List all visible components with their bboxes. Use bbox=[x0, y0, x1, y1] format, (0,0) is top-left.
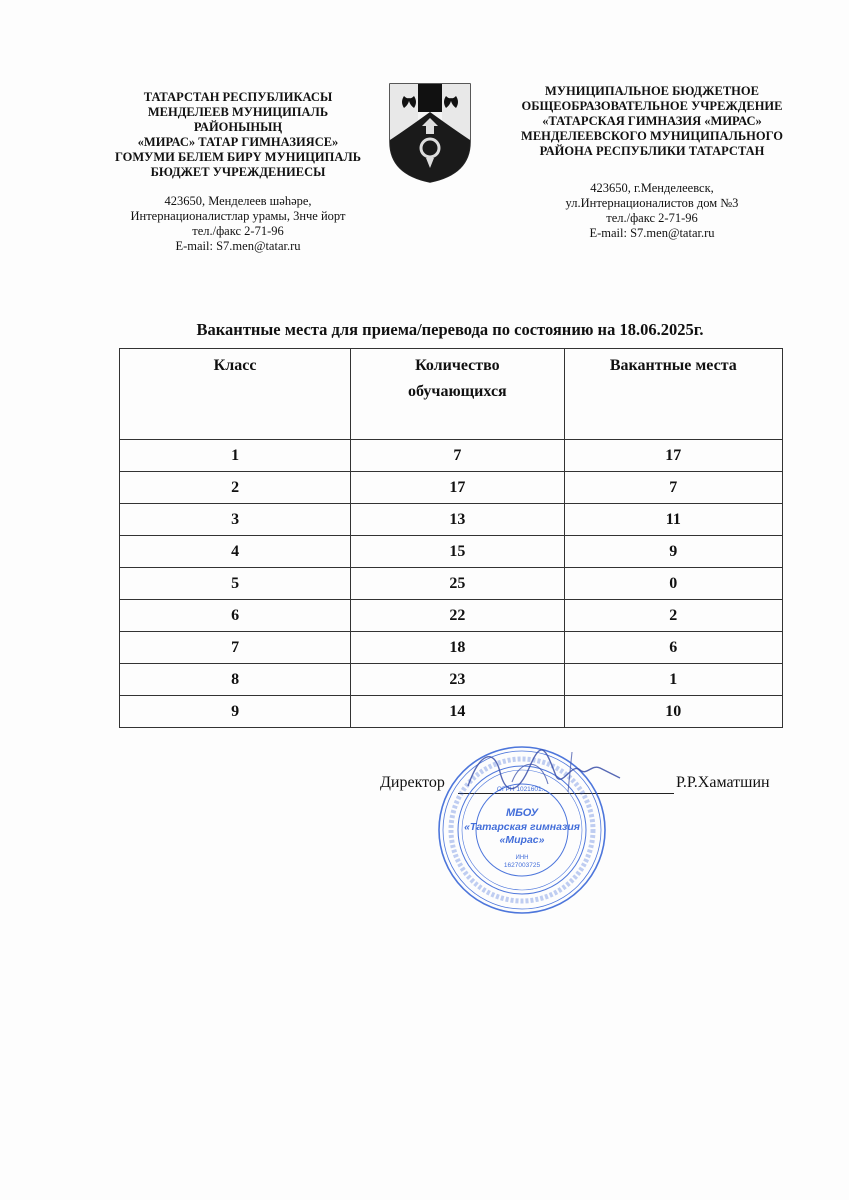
org-line: ГОМУМИ БЕЛЕМ БИРҮ МУНИЦИПАЛЬ bbox=[115, 150, 361, 164]
cell-class: 9 bbox=[120, 696, 351, 728]
table-row bbox=[120, 440, 783, 472]
org-line: РАЙОНЫНЫҢ bbox=[193, 120, 283, 134]
cell-class: 6 bbox=[120, 600, 351, 632]
cell-students: 23 bbox=[351, 664, 564, 696]
org-line: ОБЩЕОБРАЗОВАТЕЛЬНОЕ УЧРЕЖДЕНИЕ bbox=[521, 99, 783, 113]
org-line: МЕНДЕЛЕЕВ МУНИЦИПАЛЬ bbox=[147, 105, 329, 119]
address-line: 423650, г.Менделеевск, bbox=[590, 181, 714, 195]
org-line: «ТАТАРСКАЯ ГИМНАЗИЯ «МИРАС» bbox=[542, 114, 762, 128]
org-name-russian bbox=[492, 84, 812, 159]
cell-students: 15 bbox=[351, 536, 564, 568]
phone-line: тел./факс 2-71-96 bbox=[192, 224, 284, 238]
cell-vacancies: 11 bbox=[564, 504, 782, 536]
cell-class: 4 bbox=[120, 536, 351, 568]
table-row bbox=[120, 664, 783, 696]
cell-vacancies: 0 bbox=[564, 568, 782, 600]
header-left-tatar bbox=[88, 90, 388, 254]
org-line: «МИРАС» ТАТАР ГИМНАЗИЯСЕ» bbox=[137, 135, 339, 149]
vacancies-table bbox=[119, 348, 783, 728]
cell-students: 18 bbox=[351, 632, 564, 664]
table-row bbox=[120, 472, 783, 504]
org-line: МУНИЦИПАЛЬНОЕ БЮДЖЕТНОЕ bbox=[545, 84, 759, 98]
table-row bbox=[120, 632, 783, 664]
document-title: Вакантные места для приема/перевода по состоянию на 18.06.2025г. bbox=[196, 320, 704, 339]
column-header-vacancies: Вакантные места bbox=[564, 349, 782, 440]
table-row bbox=[120, 504, 783, 536]
cell-students: 17 bbox=[351, 472, 564, 504]
table-row bbox=[120, 600, 783, 632]
cell-students: 13 bbox=[351, 504, 564, 536]
cell-vacancies: 9 bbox=[564, 536, 782, 568]
handwritten-signature-icon bbox=[460, 742, 630, 802]
table-row bbox=[120, 536, 783, 568]
cell-students: 7 bbox=[351, 440, 564, 472]
address-tatar bbox=[88, 194, 388, 254]
cell-vacancies: 10 bbox=[564, 696, 782, 728]
email-line: E-mail: S7.men@tatar.ru bbox=[175, 239, 301, 253]
email-line: E-mail: S7.men@tatar.ru bbox=[589, 226, 715, 240]
cell-vacancies: 1 bbox=[564, 664, 782, 696]
address-line: Интернационалистлар урамы, 3нче йорт bbox=[130, 209, 346, 223]
column-header-students bbox=[351, 349, 564, 440]
seal-ogrn: ОГРН 1021601... bbox=[496, 786, 548, 793]
header-line: Количество bbox=[415, 357, 500, 374]
table-header-row bbox=[120, 349, 783, 440]
cell-class: 5 bbox=[120, 568, 351, 600]
cell-vacancies: 6 bbox=[564, 632, 782, 664]
seal-line: «Мирас» bbox=[499, 834, 545, 846]
org-line: РАЙОНА РЕСПУБЛИКИ ТАТАРСТАН bbox=[539, 144, 765, 158]
header-right-russian bbox=[492, 84, 812, 241]
org-name-tatar bbox=[88, 90, 388, 180]
cell-vacancies: 17 bbox=[564, 440, 782, 472]
cell-vacancies: 2 bbox=[564, 600, 782, 632]
seal-inn: 1627003725 bbox=[503, 862, 541, 869]
cell-class: 7 bbox=[120, 632, 351, 664]
cell-vacancies: 7 bbox=[564, 472, 782, 504]
table-row bbox=[120, 568, 783, 600]
seal-inn-label: ИНН bbox=[515, 855, 529, 861]
table-row bbox=[120, 696, 783, 728]
phone-line: тел./факс 2-71-96 bbox=[606, 211, 698, 225]
column-header-class: Класс bbox=[120, 349, 351, 440]
org-line: ТАТАРСТАН РЕСПУБЛИКАСЫ bbox=[143, 90, 333, 104]
address-line: 423650, Менделеев шәһәре, bbox=[164, 194, 312, 208]
header-line: обучающихся bbox=[408, 383, 507, 400]
org-line: БЮДЖЕТ УЧРЕЖДЕНИЕСЫ bbox=[150, 165, 326, 179]
org-line: МЕНДЕЛЕЕВСКОГО МУНИЦИПАЛЬНОГО bbox=[521, 129, 783, 143]
coat-of-arms-icon bbox=[388, 82, 472, 184]
seal-line: «Татарская гимназия bbox=[464, 821, 580, 833]
cell-students: 22 bbox=[351, 600, 564, 632]
cell-class: 1 bbox=[120, 440, 351, 472]
address-russian bbox=[492, 181, 812, 241]
cell-class: 3 bbox=[120, 504, 351, 536]
address-line: ул.Интернационалистов дом №3 bbox=[565, 196, 739, 210]
director-name: Р.Р.Хаматшин bbox=[676, 774, 770, 791]
signature-label: Директор bbox=[380, 774, 445, 791]
cell-students: 25 bbox=[351, 568, 564, 600]
seal-line: МБОУ bbox=[505, 807, 539, 819]
cell-class: 8 bbox=[120, 664, 351, 696]
cell-students: 14 bbox=[351, 696, 564, 728]
cell-class: 2 bbox=[120, 472, 351, 504]
